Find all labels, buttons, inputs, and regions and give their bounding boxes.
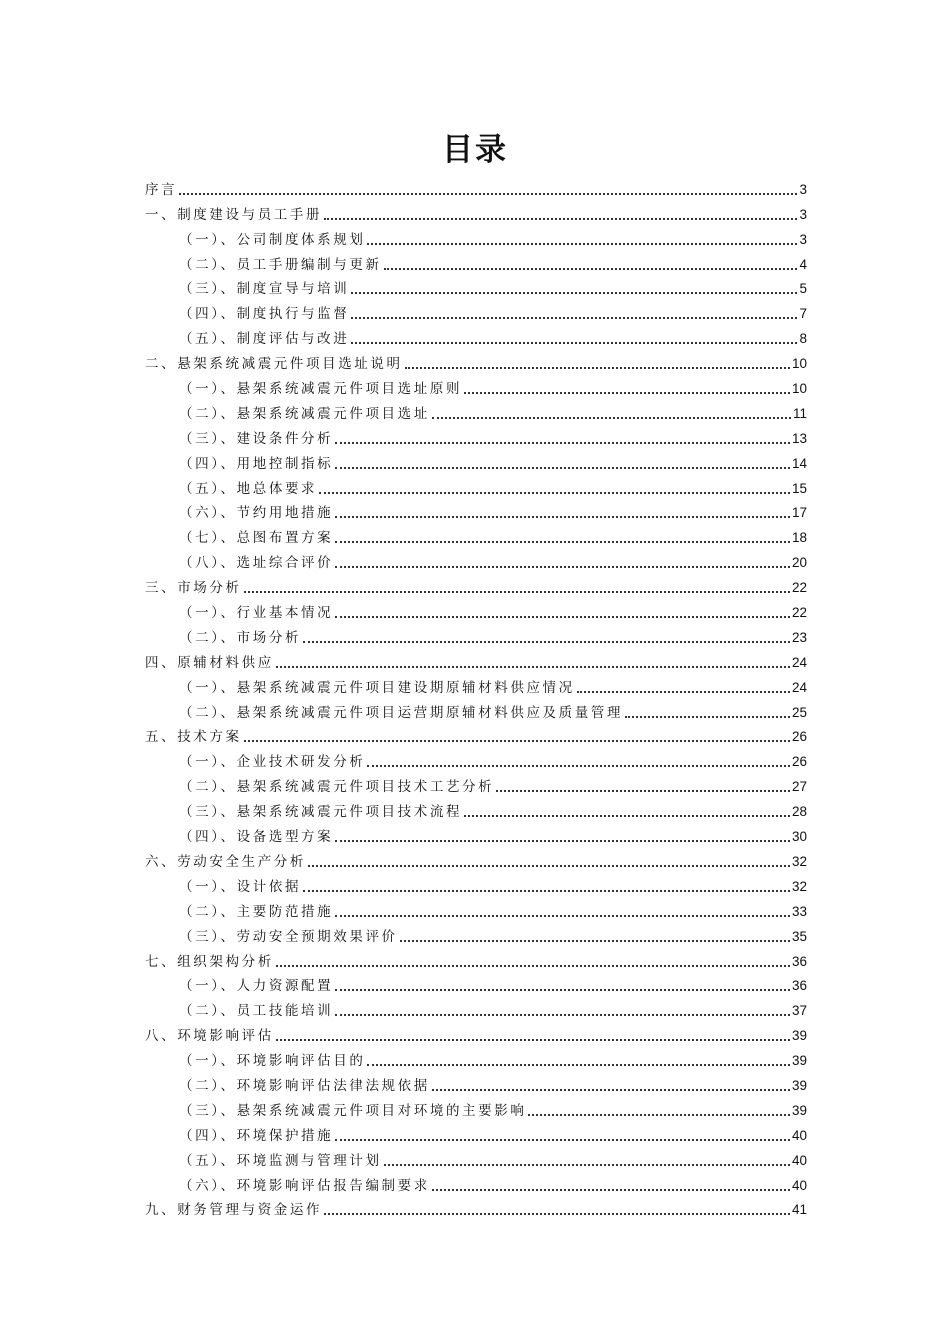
toc-entry-page-number: 24	[791, 679, 807, 695]
dot-leader	[384, 268, 798, 270]
toc-entry-page-number: 23	[791, 629, 807, 645]
toc-entry-label: （四）、制度执行与监督	[179, 306, 350, 323]
toc-entry-page-number: 22	[791, 605, 807, 621]
dot-leader	[405, 367, 790, 369]
toc-entry-label: （三）、建设条件分析	[179, 430, 334, 447]
toc-entry-label: （五）、环境监测与管理计划	[179, 1152, 382, 1169]
toc-entry-label: （三）、制度宣导与培训	[179, 281, 350, 298]
toc-entry[interactable]	[145, 746, 807, 771]
toc-entry[interactable]	[145, 547, 807, 572]
toc-entry-label: （二）、员工技能培训	[179, 1003, 334, 1020]
dot-leader	[335, 541, 790, 543]
toc-entry[interactable]	[145, 821, 807, 846]
dot-leader	[335, 989, 790, 991]
toc-entry-page-number: 17	[791, 505, 807, 521]
toc-entry-page-number: 13	[791, 430, 807, 446]
toc-entry[interactable]	[145, 498, 807, 523]
toc-entry-page-number: 28	[791, 804, 807, 820]
toc-entry[interactable]	[145, 597, 807, 622]
toc-entry-label: （三）、悬架系统减震元件项目技术流程	[179, 804, 463, 821]
toc-entry-label: （四）、用地控制指标	[179, 455, 334, 472]
dot-leader	[303, 890, 790, 892]
toc-entry-label: （一）、悬架系统减震元件项目建设期原辅材料供应情况	[179, 679, 575, 696]
toc-entry-page-number: 18	[791, 530, 807, 546]
toc-entry-label: （二）、主要防范措施	[179, 903, 334, 920]
toc-entry-label: 七、组织架构分析	[145, 953, 274, 970]
toc-entry[interactable]	[145, 1120, 807, 1145]
toc-entry-page-number: 26	[791, 729, 807, 745]
toc-entry-label: 四、原辅材料供应	[145, 654, 274, 671]
toc-entry-page-number: 39	[791, 1102, 807, 1118]
toc-entry[interactable]	[145, 174, 807, 199]
toc-entry[interactable]	[145, 921, 807, 946]
toc-entry-page-number: 35	[791, 928, 807, 944]
dot-leader	[335, 1014, 790, 1016]
toc-entry-label: （一）、公司制度体系规划	[179, 231, 366, 248]
dot-leader	[324, 1213, 790, 1215]
toc-entry[interactable]	[145, 622, 807, 647]
toc-entry-label: （二）、悬架系统减震元件项目技术工艺分析	[179, 779, 495, 796]
toc-entry-label: 六、劳动安全生产分析	[145, 853, 306, 870]
toc-entry[interactable]	[145, 373, 807, 398]
toc-entry-page-number: 25	[791, 704, 807, 720]
toc-entry[interactable]	[145, 946, 807, 971]
toc-entry[interactable]	[145, 274, 807, 299]
toc-entry[interactable]	[145, 448, 807, 473]
toc-entry[interactable]	[145, 348, 807, 373]
toc-entry[interactable]	[145, 1070, 807, 1095]
dot-leader	[625, 716, 790, 718]
toc-entry[interactable]	[145, 199, 807, 224]
dot-leader	[335, 840, 790, 842]
toc-entry-page-number: 8	[799, 331, 807, 347]
dot-leader	[464, 815, 790, 817]
toc-entry-label: 九、财务管理与资金运作	[145, 1202, 323, 1219]
toc-entry-page-number: 40	[791, 1127, 807, 1143]
toc-entry-page-number: 3	[799, 206, 807, 222]
dot-leader	[324, 218, 797, 220]
toc-entry-page-number: 39	[791, 1028, 807, 1044]
dot-leader	[244, 591, 790, 593]
toc-entry[interactable]	[145, 572, 807, 597]
toc-entry-page-number: 14	[791, 455, 807, 471]
toc-entry[interactable]	[145, 298, 807, 323]
toc-entry[interactable]	[145, 896, 807, 921]
toc-entry-page-number: 40	[791, 1152, 807, 1168]
dot-leader	[335, 516, 790, 518]
toc-entry-page-number: 39	[791, 1077, 807, 1093]
toc-entry-page-number: 33	[791, 903, 807, 919]
toc-entry[interactable]	[145, 771, 807, 796]
toc-entry-label: （一）、环境影响评估目的	[179, 1053, 366, 1070]
toc-entry-label: （四）、设备选型方案	[179, 829, 334, 846]
toc-entry[interactable]	[145, 1170, 807, 1195]
dot-leader	[528, 1114, 790, 1116]
toc-entry[interactable]	[145, 1045, 807, 1070]
toc-entry[interactable]	[145, 224, 807, 249]
dot-leader	[308, 865, 790, 867]
toc-entry-page-number: 36	[791, 953, 807, 969]
toc-entry[interactable]	[145, 323, 807, 348]
toc-entry-page-number: 3	[799, 181, 807, 197]
dot-leader	[384, 1164, 790, 1166]
toc-entry-page-number: 41	[791, 1202, 807, 1218]
toc-entry[interactable]	[145, 647, 807, 672]
dot-leader	[335, 915, 790, 917]
toc-entry-page-number: 36	[791, 978, 807, 994]
toc-entry[interactable]	[145, 697, 807, 722]
dot-leader	[496, 790, 790, 792]
toc-entry-label: 二、悬架系统减震元件项目选址说明	[145, 356, 403, 373]
dot-leader	[335, 1139, 790, 1141]
toc-entry-label: （二）、员工手册编制与更新	[179, 256, 382, 273]
dot-leader	[276, 965, 790, 967]
toc-entry[interactable]	[145, 249, 807, 274]
dot-leader	[335, 442, 790, 444]
toc-entry-page-number: 30	[791, 829, 807, 845]
toc-entry-label: 一、制度建设与员工手册	[145, 206, 323, 223]
toc-entry-label: （二）、悬架系统减震元件项目选址	[179, 405, 430, 422]
toc-entry-label: 八、环境影响评估	[145, 1028, 274, 1045]
dot-leader	[432, 417, 791, 419]
toc-entry-page-number: 5	[799, 281, 807, 297]
toc-entry-label: （四）、环境保护措施	[179, 1127, 334, 1144]
toc-entry-label: （一）、设计依据	[179, 878, 302, 895]
dot-leader	[577, 691, 790, 693]
dot-leader	[276, 1039, 790, 1041]
toc-entry[interactable]	[145, 522, 807, 547]
dot-leader	[432, 1089, 790, 1091]
toc-entry-label: （六）、环境影响评估报告编制要求	[179, 1177, 430, 1194]
dot-leader	[303, 641, 790, 643]
toc-entry-page-number: 10	[791, 381, 807, 397]
toc-entry-page-number: 3	[799, 231, 807, 247]
toc-entry-label: （一）、悬架系统减震元件项目选址原则	[179, 381, 463, 398]
toc-entry-page-number: 4	[799, 256, 807, 272]
toc-entry-label: （七）、总图布置方案	[179, 530, 334, 547]
dot-leader	[335, 467, 790, 469]
toc-entry[interactable]	[145, 722, 807, 747]
toc-entry[interactable]	[145, 995, 807, 1020]
dot-leader	[351, 342, 797, 344]
toc-entry-page-number: 11	[792, 405, 807, 421]
table-of-contents	[145, 174, 807, 1219]
toc-entry[interactable]	[145, 398, 807, 423]
toc-entry-page-number: 32	[791, 853, 807, 869]
toc-entry[interactable]	[145, 796, 807, 821]
toc-title: 目录	[442, 132, 508, 168]
toc-entry-page-number: 10	[791, 356, 807, 372]
dot-leader	[464, 392, 790, 394]
toc-entry[interactable]	[145, 1095, 807, 1120]
toc-entry-label: （二）、环境影响评估法律法规依据	[179, 1077, 430, 1094]
toc-entry-page-number: 39	[791, 1053, 807, 1069]
toc-entry-label: （一）、行业基本情况	[179, 605, 334, 622]
toc-entry-page-number: 20	[791, 555, 807, 571]
dot-leader	[244, 740, 790, 742]
toc-entry-label: （一）、企业技术研发分析	[179, 754, 366, 771]
toc-entry-label: （一）、人力资源配置	[179, 978, 334, 995]
toc-entry-label: 三、市场分析	[145, 580, 242, 597]
dot-leader	[432, 1189, 790, 1191]
toc-entry[interactable]	[145, 423, 807, 448]
dot-leader	[367, 765, 790, 767]
toc-entry-page-number: 7	[799, 306, 807, 322]
toc-entry-page-number: 24	[791, 654, 807, 670]
toc-entry-label: （二）、市场分析	[179, 629, 302, 646]
toc-entry[interactable]	[145, 846, 807, 871]
toc-entry-page-number: 15	[791, 480, 807, 496]
toc-entry-label: （三）、劳动安全预期效果评价	[179, 928, 398, 945]
dot-leader	[351, 292, 797, 294]
toc-entry-page-number: 27	[791, 779, 807, 795]
toc-entry-label: （五）、制度评估与改进	[179, 331, 350, 348]
toc-entry[interactable]	[145, 672, 807, 697]
toc-entry-page-number: 32	[791, 878, 807, 894]
dot-leader	[335, 566, 790, 568]
toc-entry-label: （二）、悬架系统减震元件项目运营期原辅材料供应及质量管理	[179, 704, 624, 721]
toc-entry-page-number: 37	[791, 1003, 807, 1019]
toc-entry[interactable]	[145, 1195, 807, 1220]
toc-entry-page-number: 22	[791, 580, 807, 596]
toc-entry[interactable]	[145, 1020, 807, 1045]
dot-leader	[335, 616, 790, 618]
toc-entry-label: （五）、地总体要求	[179, 480, 318, 497]
dot-leader	[367, 243, 797, 245]
dot-leader	[351, 317, 797, 319]
toc-entry[interactable]	[145, 971, 807, 996]
toc-entry[interactable]	[145, 871, 807, 896]
toc-entry-label: 序言	[145, 181, 178, 198]
dot-leader	[179, 193, 797, 195]
dot-leader	[276, 666, 790, 668]
toc-entry-label: （六）、节约用地措施	[179, 505, 334, 522]
toc-entry-page-number: 26	[791, 754, 807, 770]
toc-entry-label: 五、技术方案	[145, 729, 242, 746]
toc-entry[interactable]	[145, 1145, 807, 1170]
dot-leader	[367, 1064, 790, 1066]
dot-leader	[319, 492, 790, 494]
dot-leader	[400, 940, 790, 942]
toc-entry-page-number: 40	[791, 1177, 807, 1193]
toc-entry-label: （三）、悬架系统减震元件项目对环境的主要影响	[179, 1102, 527, 1119]
toc-entry[interactable]	[145, 473, 807, 498]
toc-entry-label: （八）、选址综合评价	[179, 555, 334, 572]
